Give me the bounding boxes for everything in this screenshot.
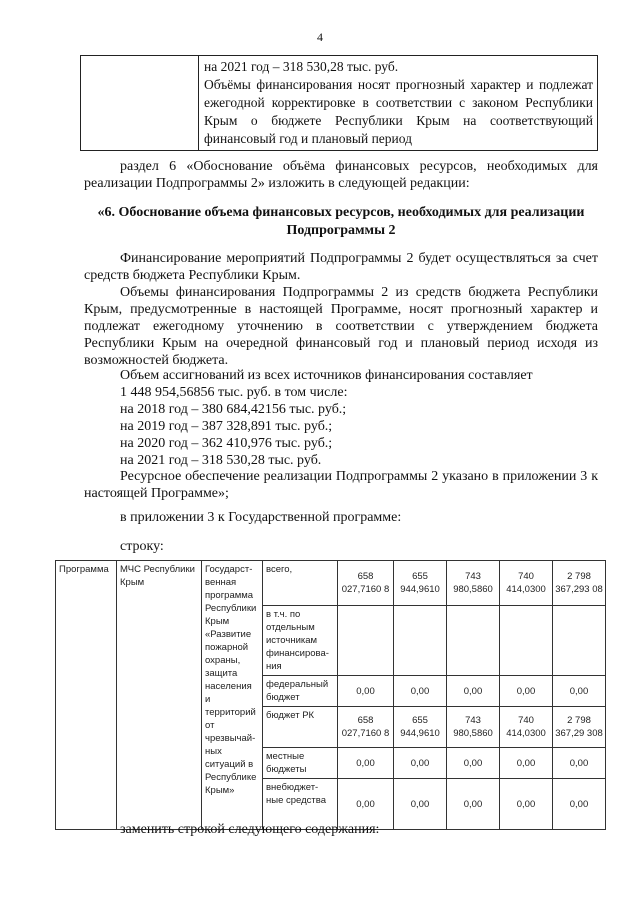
table-cell: 0,00 <box>447 748 500 779</box>
cell-executor: МЧС Республики Крым <box>117 561 202 830</box>
page-number: 4 <box>317 30 323 44</box>
row-label: в т.ч. по отдельным источникам финансирова-ния <box>263 606 338 676</box>
table-cell: 0,00 <box>447 779 500 830</box>
table-cell: 2 798 367,29 308 <box>553 707 606 748</box>
funding-total: 1 448 954,56856 тыс. руб. в том числе: <box>120 385 348 400</box>
funding-note: Объёмы финансирования носят прогнозный характер и подлежат ежегодной корректировке в соответствии с законом Республики Крым о бюджете Республики Крым на соответствующий финансовый год и плановый период <box>204 77 593 146</box>
table-cell: 0,00 <box>338 748 394 779</box>
cell-program: Программа <box>56 561 117 830</box>
table-cell: 658 027,7160 8 <box>338 707 394 748</box>
replace-line: заменить строкой следующего содержания: <box>120 822 380 837</box>
funding-intro: Объем ассигнований из всех источников финансирования составляет <box>120 368 533 383</box>
table-cell <box>553 606 606 676</box>
table-cell: 743 980,5860 <box>447 561 500 606</box>
table-cell: 0,00 <box>447 676 500 707</box>
table-cell: 655 944,9610 <box>394 561 447 606</box>
continuation-table-empty-cell <box>81 56 199 151</box>
row-line: строку: <box>120 539 164 554</box>
section-intro: раздел 6 «Обоснование объёма финансовых ресурсов, необходимых для реализации Подпрограммы 2» изложить в следующей редакции: <box>84 159 598 191</box>
table-cell: 0,00 <box>500 748 553 779</box>
continuation-table-text-cell <box>199 56 598 151</box>
row-label: бюджет РК <box>263 707 338 748</box>
table-cell: 655 944,9610 <box>394 707 447 748</box>
section-heading: «6. Обоснование объема финансовых ресурсов, необходимых для реализации Подпрограммы 2 <box>97 205 585 238</box>
table-cell: 0,00 <box>553 779 606 830</box>
table-cell <box>338 606 394 676</box>
funding-year-2020: на 2020 год – 362 410,976 тыс. руб.; <box>120 436 333 451</box>
table-cell: 0,00 <box>394 676 447 707</box>
funding-year-2021: на 2021 год – 318 530,28 тыс. руб. <box>120 453 322 468</box>
paragraph-financing: Финансирование мероприятий Подпрограммы 2 будет осуществляться за счет средств бюджета Республики Крым. <box>84 251 598 283</box>
appendix-line: в приложении 3 к Государственной программе: <box>120 510 402 525</box>
funding-2021-line: на 2021 год – 318 530,28 тыс. руб. <box>204 59 399 74</box>
continuation-table <box>80 55 598 151</box>
row-label: внебюджет-ные средства <box>263 779 338 830</box>
financing-table <box>55 560 606 830</box>
table-cell: 0,00 <box>553 748 606 779</box>
table-cell: 0,00 <box>394 779 447 830</box>
funding-year-2018: на 2018 год – 380 684,42156 тыс. руб.; <box>120 402 347 417</box>
table-cell: 743 980,5860 <box>447 707 500 748</box>
table-cell <box>394 606 447 676</box>
table-cell: 0,00 <box>553 676 606 707</box>
table-cell: 0,00 <box>500 676 553 707</box>
table-cell: 658 027,7160 8 <box>338 561 394 606</box>
table-cell: 0,00 <box>338 779 394 830</box>
row-label: всего, <box>263 561 338 606</box>
table-cell <box>447 606 500 676</box>
row-label: федеральный бюджет <box>263 676 338 707</box>
table-row <box>56 561 606 606</box>
resource-provision: Ресурсное обеспечение реализации Подпрограммы 2 указано в приложении 3 к настоящей Программе»; <box>84 469 598 501</box>
table-cell: 2 798 367,293 08 <box>553 561 606 606</box>
table-cell: 740 414,0300 <box>500 561 553 606</box>
table-cell: 740 414,0300 <box>500 707 553 748</box>
table-cell <box>500 606 553 676</box>
cell-program-name: Государст-венная программа Республики Крым «Развитие пожарной охраны, защита населения и территорий от чрезвычай-ных ситуаций в Республике Крым» <box>202 561 263 830</box>
row-label: местные бюджеты <box>263 748 338 779</box>
table-cell: 0,00 <box>338 676 394 707</box>
funding-year-2019: на 2019 год – 387 328,891 тыс. руб.; <box>120 419 333 434</box>
paragraph-volumes: Объемы финансирования Подпрограммы 2 из средств бюджета Республики Крым, предусмотренные в настоящей Программе, носят прогнозный характер и подлежат ежегодному уточнению в соответствии с утверждением бюджета Республики Крым на очередной финансовый год и плановый период исходя из возможностей бюджета. <box>84 285 598 368</box>
table-cell: 0,00 <box>500 779 553 830</box>
table-cell: 0,00 <box>394 748 447 779</box>
